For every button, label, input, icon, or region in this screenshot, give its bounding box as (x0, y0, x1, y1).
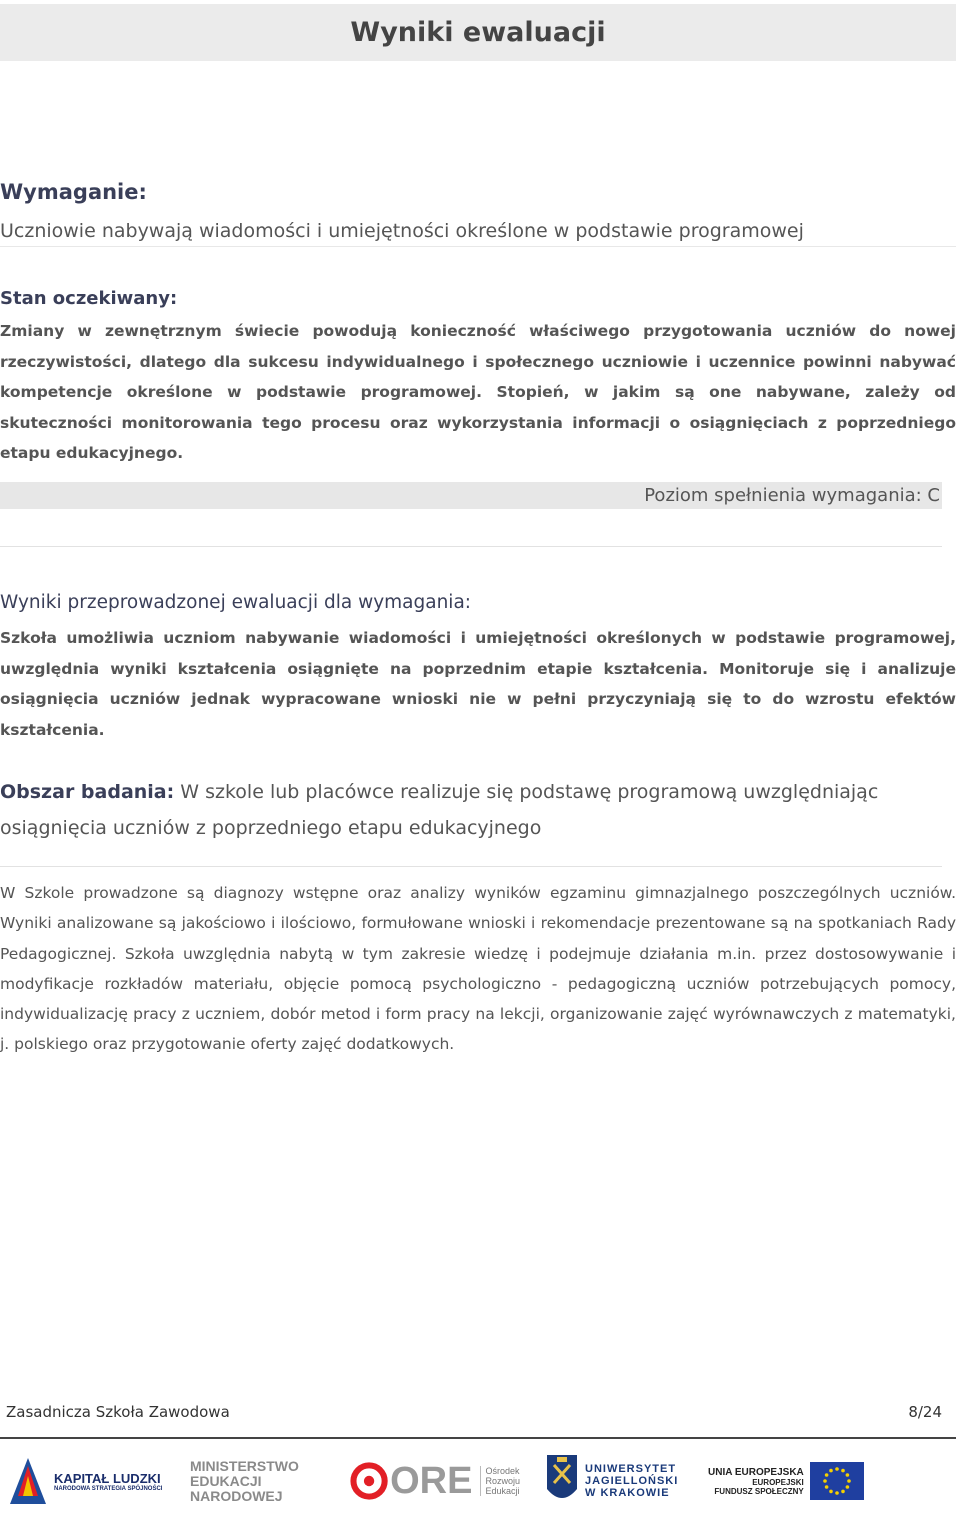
men-line-3: NARODOWEJ (190, 1487, 283, 1504)
divider (0, 866, 942, 867)
research-area (0, 774, 956, 846)
page-number: 8/24 (908, 1403, 942, 1421)
divider (0, 546, 942, 547)
ore-circle-icon (350, 1459, 388, 1503)
eu-flag-icon (810, 1462, 864, 1500)
expected-state-text: Zmiany w zewnętrznym świecie powodują konieczność właściwego przygotowania uczniów do nowej rzeczywistości, dlatego dla sukcesu indywidualnego i społecznego uczniowie i uczennice powinni nabywać kompetencje określone w podstawie programowej. Stopień, w jakim są one nabywane, zależy od skuteczności monitorowania tego procesu oraz wykorzystania informacji o osiągnięciach z poprzedniego etapu edukacyjnego. (0, 322, 956, 462)
uj-line-3: W KRAKOWIE (585, 1487, 670, 1499)
eu-line-2: EUROPEJSKI (752, 1477, 804, 1487)
uj-line-2: JAGIELLOŃSKI (585, 1475, 679, 1487)
eu-logo (708, 1446, 908, 1516)
requirement-text: Uczniowie nabywają wiadomości i umiejętności określone w podstawie programowej (0, 220, 956, 247)
uj-line-1: UNIWERSYTET (585, 1463, 677, 1475)
page-footer (6, 1403, 942, 1421)
eu-line-1: UNIA EUROPEJSKA (708, 1466, 804, 1478)
research-area-text: W szkole lub placówce realizuje się podstawę programową uwzględniając osiągnięcia uczniów z poprzedniego etapu edukacyjnego (0, 781, 879, 839)
sponsor-logos (0, 1446, 960, 1524)
footer-divider (0, 1437, 956, 1439)
kapital-ludzki-title: KAPITAŁ LUDZKI (54, 1470, 161, 1486)
ore-logo (350, 1446, 520, 1516)
ore-wordmark: ORE (390, 1459, 473, 1502)
ore-line-2: Rozwoju (485, 1476, 520, 1486)
kapital-ludzki-logo (8, 1446, 178, 1516)
research-area-label: Obszar badania: (0, 781, 175, 803)
kapital-ludzki-emblem-icon (8, 1456, 48, 1506)
uj-crest-icon (545, 1453, 579, 1509)
footer-school-name: Zasadnicza Szkoła Zawodowa (6, 1403, 230, 1421)
results-heading: Wyniki przeprowadzonej ewaluacji dla wymagania: (0, 592, 472, 613)
area-findings-text: W Szkole prowadzone są diagnozy wstępne oraz analizy wyników egzaminu gimnazjalnego poszczególnych uczniów. Wyniki analizowane są jakościowo i ilościowo, formułowane wnioski i rekomendacje prezentowane są na spotkaniach Rady Pedagogicznej. Szkoła uwzględnia nabytą w tym zakresie wiedzę i podejmuje działania m.in. przez dostosowywanie i modyfikacje rozkładów materiału, objęcie pomocą psychologiczno - pedagogiczną uczniów potrzebujących pomocy, indywidualizację pracy z uczniem, dobór metod i form pracy na lekcji, organizowanie zajęć wyrównawczych z matematyki, j. polskiego oraz przygotowanie oferty zajęć dodatkowych. (0, 884, 956, 1054)
men-line-1: MINISTERSTWO (190, 1457, 299, 1474)
ore-line-3: Edukacji (485, 1486, 520, 1496)
level-bar (0, 482, 942, 509)
page-title: Wyniki ewaluacji (0, 4, 956, 61)
uj-logo (545, 1446, 695, 1516)
level-text: Poziom spełnienia wymagania: C (644, 485, 940, 506)
kapital-ludzki-subtitle: NARODOWA STRATEGIA SPÓJNOŚCI (54, 1485, 163, 1492)
ore-line-1: Ośrodek (485, 1466, 520, 1476)
eu-line-3: FUNDUSZ SPOŁECZNY (714, 1486, 804, 1496)
men-logo (190, 1446, 330, 1516)
results-text: Szkoła umożliwia uczniom nabywanie wiadomości i umiejętności określonych w podstawie programowej, uwzględnia wyniki kształcenia osiągnięte na poprzednim etapie kształcenia. Monitoruje się i analizuje osiągnięcia uczniów jednak wypracowane wnioski nie w pełni przyczyniają się to do wzrostu efektów kształcenia. (0, 629, 956, 739)
requirement-heading: Wymaganie: (0, 180, 147, 204)
expected-state-heading: Stan oczekiwany: (0, 288, 178, 309)
men-line-2: EDUKACJI (190, 1472, 262, 1489)
